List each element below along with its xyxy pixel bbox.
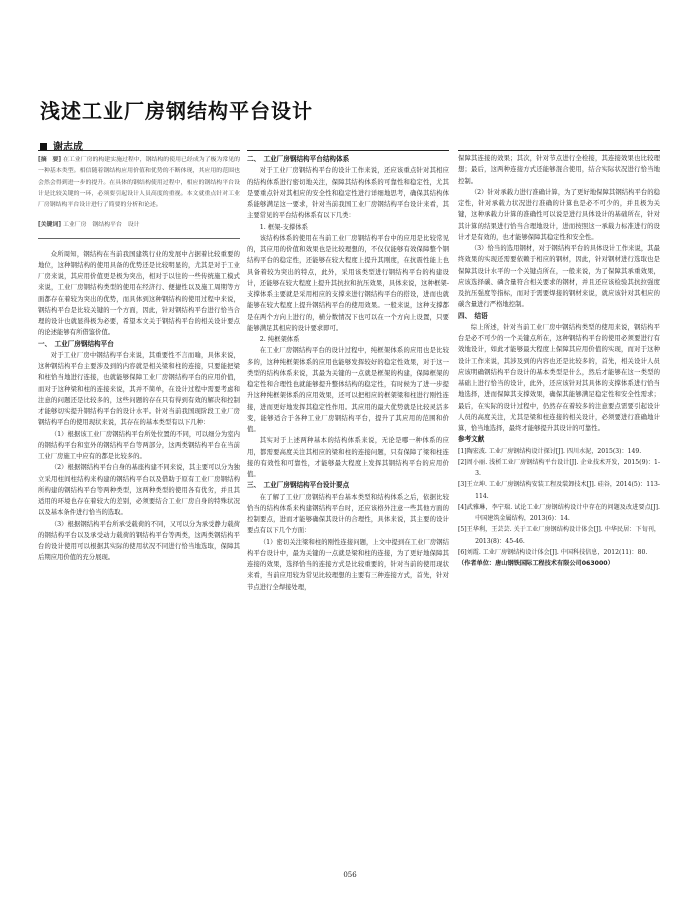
section-heading-2: 二、 工业厂房钢结构平台结构体系 — [247, 155, 350, 163]
abstract-text: 在工业厂房的构建实施过程中，钢结构的使用已经成为了极为常见的一种基本类型。相信随着钢结构应用价值和优势的不断体现，其应用的范围也会然会得到进一步的提升。在具体的钢结构使用过程中，相应的钢结构平台设计是比较关键的一环，必须要引起设计人员高度的重视。本文就重点针对工业厂房钢结构平台设计进行了简要的分析和论述。 — [38, 157, 241, 208]
abstract-block — [38, 151, 240, 239]
abstract — [38, 155, 240, 211]
column-3-body — [458, 151, 660, 569]
column-2-body — [247, 151, 449, 593]
section-heading-3: 三、 工业厂房钢结构平台设计要点 — [247, 481, 350, 490]
author-name: 谢志成 — [53, 142, 83, 153]
reference-item: [1]陶宏波. 工业厂房钢结构设计探讨[J]. 四川水泥，2015(3)：149. — [458, 447, 642, 455]
square-bullet-icon — [40, 143, 47, 150]
paragraph: 在了解了工业厂房钢结构平台基本类型和结构体系之后，依据比较恰当的结构体系来构建钢结构平台时，还应该格外注意一些其他方面的控制要点，进而才能够确保其设计的合理性，具体来说，其主要的设计要点有以下几个方面： — [247, 493, 449, 535]
paragraph: 在工业厂房钢结构平台的设计过程中，纯框架体系的应用也是比较多的，这种纯框架体系的应用也能够发挥较好的稳定性效果，对于这一类型的结构体系来说，其最为关键的一点就是框架的构建，保障框架的稳定性和合理性也就能够提升整体结构的稳定性，有时候为了进一步提升这种纯框架体系的应用效果，还可以把相应的框架梁和柱进行刚性连接，进而更好地发挥其稳定性作用。其应用的最大优势就是比较灵活多变，能够适合于各种工业厂房钢结构平台，提升了其应用的范围和价值。 — [247, 347, 449, 433]
column-1-body — [38, 249, 240, 564]
paragraph: （1）根据该工业厂房钢结构平台所处位置的不同，可以细分为室内的钢结构平台和室外的钢结构平台等两部分，这两类钢结构平台在当前工业厂房施工中应有的都是比较多的。 — [38, 430, 240, 460]
paragraph: （2）根据钢结构平台自身的基座构建不同来说，其主要可以分为独立采用柱间柱结构来构建的钢结构平台以及借助于原有工业厂房钢结构所构建的钢结构平台等两种类型，这两种类型的使用各有优劣，并且其适用的环境也存在着较大的差别，必须要结合工业厂房自身的特殊状况以及基本条件进行恰当的选取。 — [38, 464, 240, 517]
paragraph: 该结构体系的使用在当前工业厂房钢结构平台中的应用是比较常见的，其应用的价值和效果也是比较理想的，不仅仅能够有效保障整个钢结构平台的稳定性，还能够在较大程度上提升其刚度，在抗震性能上也具备着较为突出的特点，此外，采用该类型进行钢结构平台的构建设计，还能够在较大程度上提升其抗拉和抗压效果，具体来说，这种框架-支撑体系主要就是采用相应的支撑来进行钢结构平台的搭设，进而也就能够在较大程度上提升钢结构平台的使用效果。一般来说，这种支撑都是在两个方向上进行的，横分数情况下也可以在一个方向上设置，只要能够满足其相应的设计要求即可。 — [247, 234, 449, 332]
paragraph-continued: 保障其连接的效果；其次，针对节点进行全栓接，其连接效果也比较理想；最后，这两种连接方式还能够混合使用，结合实际状况进行恰当地控制。 — [458, 155, 660, 185]
paragraph: （3）根据钢结构平台所承受载荷的不同，又可以分为承受静力载荷的钢结构平台以及承受动力载荷的钢结构平台等两类，这两类钢结构平台的设计使用可以根据其实际的使用状况不同进行恰当地选取，保障其后期应用价值的充分展现。 — [38, 520, 240, 562]
column-1 — [38, 150, 240, 564]
paragraph: 对于工业厂房中钢结构平台来说，其重要性不言而喻，具体来说，这种钢结构平台主要涉及到的内容就是相关梁和柱的连接，只要能把梁和柱恰当地进行连接，也就能够保障工业厂房钢结构平台的应用价值，而对于这种梁和柱的连接来说，其并不简单，在设计过程中需要考虑和注意的问题还是比较多的，这些问题的存在只有得到有效的解决和控制才能够切实提升钢结构平台的设计水平。针对当前我国现阶段工业厂房钢结构平台的使用现状来说，其存在的基本类型有以下几种： — [38, 351, 240, 427]
author-affiliation: （作者单位：唐山钢铁国际工程技术有限公司063000） — [458, 560, 614, 567]
reference-item: [4]武雅琳，李宁瑞. 试论工业厂房钢结构设计中存在的问题及改进要点[J]. 中国建筑金属结构，2013(6)：14. — [458, 503, 660, 522]
keywords-label: [关键词] — [38, 222, 62, 229]
subheading: 2. 纯框架体系 — [259, 336, 300, 343]
section-heading-4: 四、 结语 — [458, 311, 488, 320]
subheading: 1. 框架-支撑体系 — [259, 223, 308, 231]
paragraph: 其实对于上述两种基本的结构体系来说，无论是哪一种体系的应用，都需要高度关注其相应的梁和柱的连接问题，只有保障了梁和柱连接的有效性和可靠性，才能够最大程度上发挥其钢结构平台的应用价值。 — [247, 437, 449, 478]
page-number: 056 — [343, 871, 357, 879]
references-heading: 参考文献 — [458, 435, 485, 444]
reference-item: [6]刘霞. 工业厂房钢结构设计体会[J]. 中国科技信息，2012(11)：80. — [458, 548, 648, 556]
column-3 — [458, 150, 660, 569]
keywords-text: 工业厂房 钢结构平台 设计 — [62, 222, 140, 229]
reference-item: [3]王立坤. 工业厂房钢结构安装工程及装卸技术[J]. 硅谷，2014(5)：113-114. — [458, 481, 660, 500]
article-title: 浅述工业厂房钢结构平台设计 — [40, 99, 313, 123]
reference-item: [2]周小丽. 浅析工业厂房钢结构平台设计[J]. 企业技术开发，2015(9)：1-3. — [458, 458, 660, 477]
abstract-label: [摘 要] — [38, 157, 62, 163]
reference-item: [5]王华利，王芸芸. 关于工业厂房钢结构设计体会[J]. 中华民居：下旬刊，2013(8)：45-46. — [458, 526, 660, 545]
intro-paragraph: 众所周知，钢结构在当前我国建筑行业的发展中占据着比较重要的地位，这种钢结构的使用具备的优势还是比较明显的，尤其是对于工业厂房来说，其应用价值更是极为突出，相对于以往的一些传统施工模式来说，工业厂房钢结构类型的使用在经济行、便捷性以及施工周期等方面都存在着较为突出的优势，而具体到这种钢结构的使用过程中来说，钢结构平台是比较关键的一个方面，因此，针对钢结构平台进行恰当合理的设计也就显得极为必要，希望本文关于钢结构平台的相关设计要点的论述能够有所借鉴价值。 — [38, 250, 240, 337]
section-heading-1: 一、 工业厂房钢结构平台 — [38, 339, 114, 348]
paragraph: （2）针对承载力进行准确计算，为了更好地保障其钢结构平台的稳定性，针对承载力状况进行准确的计算也是必不可少的，并且极为关键，这种承载力计算的准确性可以说是进行具体设计的基础所在，针对其计算的结果进行恰当合理地设计，进而按照这一承载力标准进行的设计才是有效的，也才能够保障其稳定性和安全性。 — [458, 188, 660, 241]
paragraph: （1）密切关注梁和柱的刚性连接问题，上文中提到在工业厂房钢结构平台设计中，最为关键的一点就是梁和柱的连接，为了更好地保障其连接的效果，选择恰当的连接方式是比较重要的，针对当前的使用现状来看，当前应用较为常见比较理想的主要有三种连接方式，首先，针对节点进行全焊接处理， — [247, 538, 449, 591]
column-2 — [247, 150, 449, 593]
paragraph: 对于工业厂房钢结构平台的设计工作来说，还应该重点针对其相应的结构体系进行密切地关注，保障其结构体系的可靠性和稳定性，尤其是要重点针对其相应的安全性和稳定性进行详细地思考，确保其结构体系能够满足这一要求，针对当前我国工业厂房钢结构平台设计来看，其主要常见的平台结构体系有以下几类： — [247, 167, 449, 220]
paragraph: （3）恰当的选用钢材，对于钢结构平台的具体设计工作来说，其最终效果的实现还需要依赖于相应的钢材，因此，针对钢材进行选取也是保障其设计水平的一个关键点所在，一般来说，为了保障其承重效果，应该选择碳、磷含量符合相关要求的钢材，并且还应该检验其抗拉强度及抗压强度等指标，而对于需要焊接的钢材来说，就应该针对其相应的碳含量进行严格地控制。 — [458, 245, 660, 309]
keywords — [38, 220, 240, 235]
paragraph: 综上所述，针对当前工业厂房中钢结构类型的使用来说，钢结构平台是必不可少的一个关键点所在，这种钢结构平台的使用必须要进行有效地设计，如此才能够最大程度上保障其应用价值的实现，而对于这种设计工作来说，其涉及到的内容也还是比较多的，首先，相关设计人员应该明确钢结构平台设计的基本类型是什么，然后才能够在这一类型的基础上进行恰当的设计，此外，还应该针对其具体的支撑体系进行恰当地选择，进而保障其支撑效果，确保其能够满足稳定性和安全性需求；最后，在实际的设计过程中，仍然存在着较多的注意要点需要引起设计人员的高度关注，尤其是梁和柱连接的相关设计，必须要进行准确地计算，恰当地选择，最终才能够提升其设计的可靠性。 — [458, 323, 660, 432]
abstract-divider — [38, 238, 240, 239]
